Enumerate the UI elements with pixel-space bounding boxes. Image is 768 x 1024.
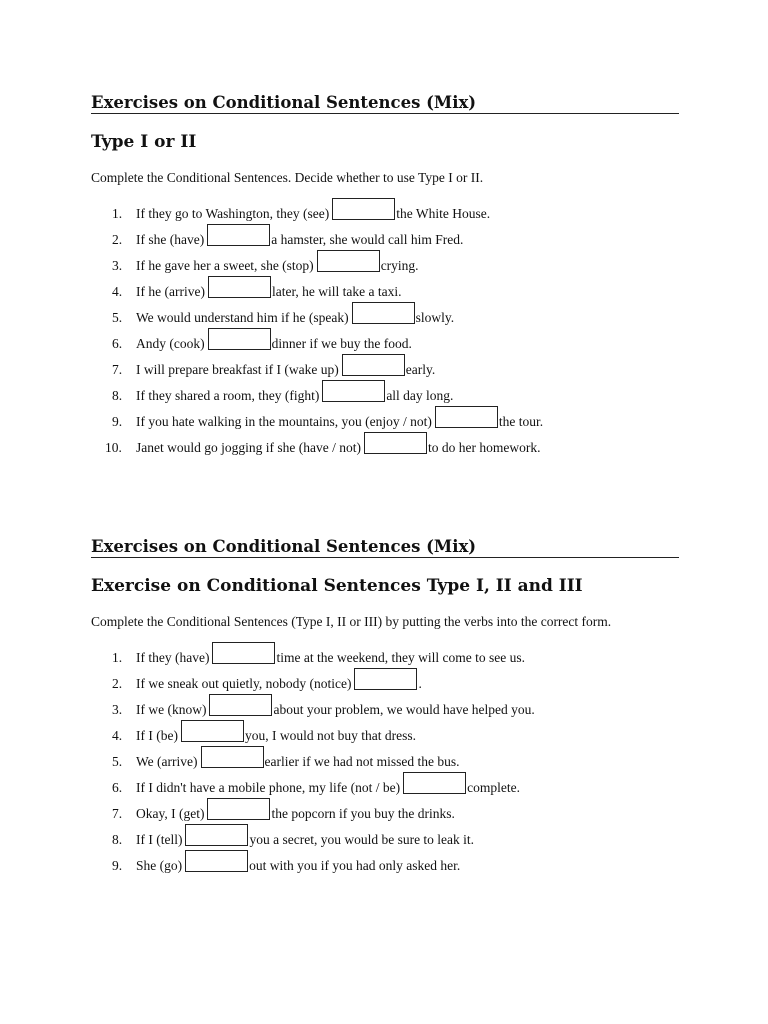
answer-input[interactable]: [212, 642, 275, 664]
exercise-item: [91, 640, 679, 666]
answer-input[interactable]: [207, 224, 270, 246]
sentence-start: If I (be): [136, 728, 178, 743]
sentence-start: She (go): [136, 858, 183, 873]
sentence-end: the White House.: [396, 206, 491, 221]
sentence-end: to do her homework.: [427, 440, 541, 455]
sentence-start: Okay, I (get): [136, 806, 205, 821]
exercise-item: [91, 666, 679, 692]
section-title: Exercises on Conditional Sentences (Mix): [91, 93, 679, 114]
sentence-end: out with you if you had only asked her.: [249, 858, 461, 873]
answer-input[interactable]: [342, 354, 405, 376]
exercise-section-2: [91, 537, 679, 874]
sentence-start: If she (have): [136, 232, 205, 247]
instruction-text: Complete the Conditional Sentences. Decide whether to use Type I or II.: [91, 170, 484, 185]
sentence-end: a hamster, she would call him Fred.: [271, 232, 464, 247]
exercise-item: [91, 222, 679, 248]
answer-input[interactable]: [185, 824, 248, 846]
item-number: 3.: [112, 258, 123, 273]
sentence-start: If you hate walking in the mountains, you (enjoy / not): [136, 414, 432, 429]
sentence-end: early.: [405, 362, 436, 377]
sentence-start: If they (have): [136, 650, 210, 665]
sentence-start: If I didn't have a mobile phone, my life (not / be): [136, 780, 401, 795]
answer-input[interactable]: [181, 720, 244, 742]
answer-input[interactable]: [435, 406, 498, 428]
sentence-end: complete.: [467, 780, 520, 795]
item-number: 2.: [112, 676, 123, 691]
answer-input[interactable]: [185, 850, 248, 872]
sentence-end: .: [418, 676, 422, 691]
item-number: 10.: [105, 440, 122, 455]
exercise-item: [91, 404, 679, 430]
answer-input[interactable]: [354, 668, 417, 690]
answer-input[interactable]: [332, 198, 395, 220]
exercise-item: [91, 692, 679, 718]
exercise-list: [91, 640, 679, 874]
sentence-start: If they shared a room, they (fight): [136, 388, 320, 403]
answer-input[interactable]: [208, 328, 271, 350]
exercise-item: [91, 770, 679, 796]
sentence-start: If we sneak out quietly, nobody (notice): [136, 676, 352, 691]
item-number: 1.: [112, 206, 123, 221]
exercise-list: [91, 196, 679, 456]
item-number: 4.: [112, 284, 123, 299]
sentence-end: the popcorn if you buy the drinks.: [271, 806, 455, 821]
answer-input[interactable]: [208, 276, 271, 298]
sentence-start: Andy (cook): [136, 336, 205, 351]
item-number: 5.: [112, 310, 123, 325]
sentence-start: Janet would go jogging if she (have / not): [136, 440, 361, 455]
item-number: 8.: [112, 832, 123, 847]
item-number: 5.: [112, 754, 123, 769]
instruction-text: Complete the Conditional Sentences (Type I, II or III) by putting the verbs into the correct form.: [91, 614, 612, 629]
answer-input[interactable]: [322, 380, 385, 402]
answer-input[interactable]: [201, 746, 264, 768]
exercise-item: [91, 352, 679, 378]
item-number: 7.: [112, 806, 123, 821]
item-number: 6.: [112, 780, 123, 795]
item-number: 4.: [112, 728, 123, 743]
item-number: 2.: [112, 232, 123, 247]
sentence-end: about your problem, we would have helped you.: [273, 702, 535, 717]
item-number: 9.: [112, 858, 123, 873]
sentence-end: dinner if we buy the food.: [271, 336, 412, 351]
section-subtitle: Type I or II: [91, 132, 197, 152]
sentence-start: If I (tell): [136, 832, 183, 847]
exercise-item: [91, 378, 679, 404]
exercise-item: [91, 848, 679, 874]
sentence-end: later, he will take a taxi.: [271, 284, 402, 299]
item-number: 1.: [112, 650, 123, 665]
exercise-item: [91, 196, 679, 222]
item-number: 3.: [112, 702, 123, 717]
sentence-end: earlier if we had not missed the bus.: [264, 754, 460, 769]
answer-input[interactable]: [317, 250, 380, 272]
item-number: 9.: [112, 414, 123, 429]
sentence-end: you a secret, you would be sure to leak it.: [249, 832, 475, 847]
sentence-end: crying.: [380, 258, 419, 273]
sentence-end: you, I would not buy that dress.: [244, 728, 416, 743]
sentence-start: If he gave her a sweet, she (stop): [136, 258, 314, 273]
item-number: 8.: [112, 388, 123, 403]
answer-input[interactable]: [364, 432, 427, 454]
answer-input[interactable]: [352, 302, 415, 324]
sentence-end: the tour.: [498, 414, 544, 429]
exercise-item: [91, 822, 679, 848]
sentence-start: If we (know): [136, 702, 207, 717]
sentence-start: We would understand him if he (speak): [136, 310, 349, 325]
sentence-start: If they go to Washington, they (see): [136, 206, 330, 221]
sentence-start: We (arrive): [136, 754, 198, 769]
sentence-end: all day long.: [386, 388, 454, 403]
exercise-section-1: [91, 93, 679, 456]
section-title: Exercises on Conditional Sentences (Mix): [91, 537, 679, 558]
item-number: 6.: [112, 336, 123, 351]
answer-input[interactable]: [209, 694, 272, 716]
exercise-item: [91, 718, 679, 744]
item-number: 7.: [112, 362, 123, 377]
exercise-item: [91, 796, 679, 822]
answer-input[interactable]: [207, 798, 270, 820]
sentence-start: If he (arrive): [136, 284, 205, 299]
exercise-item: [91, 744, 679, 770]
section-subtitle: Exercise on Conditional Sentences Type I, II and III: [91, 576, 583, 596]
sentence-start: I will prepare breakfast if I (wake up): [136, 362, 339, 377]
exercise-item: [91, 274, 679, 300]
exercise-item: [91, 430, 679, 456]
answer-input[interactable]: [403, 772, 466, 794]
exercise-item: [91, 248, 679, 274]
exercise-item: [91, 326, 679, 352]
exercise-item: [91, 300, 679, 326]
sentence-end: slowly.: [415, 310, 455, 325]
sentence-end: time at the weekend, they will come to see us.: [276, 650, 526, 665]
